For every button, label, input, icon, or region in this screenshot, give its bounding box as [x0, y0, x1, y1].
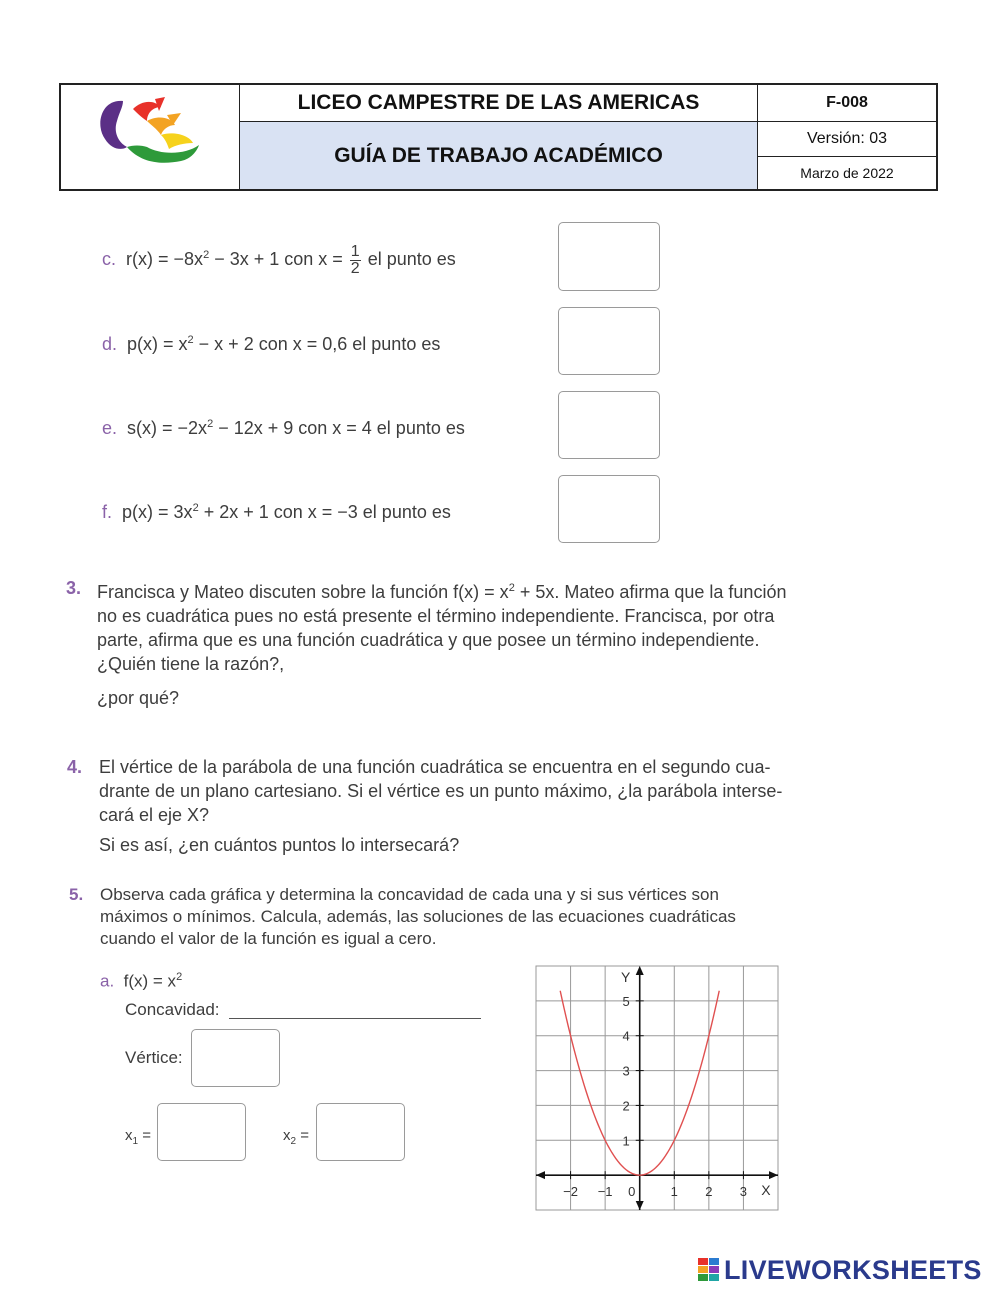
equals-sign: = [300, 1127, 309, 1144]
y-tick-label: 2 [622, 1098, 630, 1114]
variable: x [283, 1127, 291, 1144]
question-line: no es cuadrática pues no está presente el término independiente. Francisca, por otra [97, 606, 775, 626]
item-text: − 3x + 1 con x = [209, 249, 348, 269]
guide-title: GUÍA DE TRABAJO ACADÉMICO [240, 122, 758, 189]
document-version: Versión: 03 [758, 122, 936, 157]
x-tick-label: 2 [705, 1184, 713, 1200]
fraction [350, 244, 361, 277]
x1-label [125, 1124, 151, 1154]
x-tick-label: 0 [628, 1184, 636, 1200]
item-letter: a. [100, 971, 115, 991]
x-tick-label: 3 [739, 1184, 748, 1200]
question-number: 3. [66, 578, 82, 598]
chart-grid [536, 966, 778, 1210]
school-name: LICEO CAMPESTRE DE LAS AMERICAS [240, 85, 758, 122]
question-line: cará el eje X? [99, 805, 210, 825]
y-tick-label: 1 [622, 1133, 630, 1149]
item-text: + 2x + 1 con x = −3 el punto es [198, 502, 451, 522]
item-letter: c. [102, 249, 117, 269]
x-tick-label: 1 [670, 1184, 678, 1200]
item-text: r(x) = −8x [126, 249, 204, 269]
x-tick-label: −1 [597, 1184, 613, 1200]
document-date: Marzo de 2022 [800, 165, 894, 181]
exponent: 2 [207, 418, 214, 430]
document-code: F-008 [758, 85, 936, 122]
subscript: 2 [290, 1136, 297, 1147]
question-line: Observa cada gráfica y determina la concavidad de cada una y si sus vértices son [100, 885, 719, 904]
fraction-numerator: 1 [350, 242, 360, 260]
item-d [102, 328, 440, 356]
question-line: Si es así, ¿en cuántos puntos lo intersecará? [99, 835, 460, 855]
item-text: − x + 2 con x = 0,6 el punto es [193, 334, 441, 354]
fraction-denominator: 2 [350, 259, 360, 277]
x1-input[interactable] [157, 1103, 246, 1161]
question-3 [66, 576, 787, 710]
question-text: + 5x. Mateo afirma que la función [514, 582, 787, 602]
item-text: el punto es [362, 249, 456, 269]
item-letter: d. [102, 334, 118, 354]
question-line: El vértice de la parábola de una función cuadrática se encuentra en el segundo cua- [99, 757, 771, 777]
answer-box-f[interactable] [558, 475, 660, 543]
item-e [102, 412, 465, 440]
x-tick-label: −2 [563, 1184, 578, 1200]
question-line: parte, afirma que es una función cuadrática y que posee un término independiente. [97, 630, 760, 650]
x-axis-label: X [761, 1182, 771, 1199]
vertex-label: Vértice: [125, 1048, 183, 1067]
answer-box-d[interactable] [558, 307, 660, 375]
equals-sign: = [142, 1127, 151, 1144]
question-number: 4. [67, 757, 83, 777]
question-line: ¿Quién tiene la razón?, [97, 654, 285, 674]
chart-frame [536, 966, 778, 1210]
item-letter: e. [102, 418, 118, 438]
y-axis-label: Y [621, 969, 631, 985]
school-logo-cell [61, 85, 240, 189]
x2-label [283, 1124, 309, 1154]
exponent: 2 [203, 249, 210, 261]
question-number: 5. [69, 885, 84, 904]
chart-ticks [563, 969, 771, 1199]
question-text: Francisca y Mateo discuten sobre la función f(x) = x [97, 582, 509, 602]
item-text: − 12x + 9 con x = 4 el punto es [213, 418, 465, 438]
item-text: s(x) = −2x [127, 418, 208, 438]
variable: x [125, 1127, 133, 1144]
exponent: 2 [187, 334, 194, 346]
question-line: máximos o mínimos. Calcula, además, las soluciones de las ecuaciones cuadráticas [100, 907, 736, 926]
exponent: 2 [508, 582, 515, 594]
chart-axes [536, 966, 778, 1210]
answer-box-c[interactable] [558, 222, 660, 291]
exponent: 2 [192, 502, 199, 514]
item-text: p(x) = 3x [122, 502, 193, 522]
y-tick-label: 3 [622, 1063, 630, 1079]
question-line: cuando el valor de la función es igual a cero. [100, 929, 437, 948]
item-letter: f. [102, 502, 113, 522]
y-axis-arrow-down-icon [636, 1201, 644, 1210]
question-4 [67, 755, 783, 857]
item-5a-function [100, 965, 182, 994]
liveworksheets-brand: LIVEWORKSHEETS [724, 1255, 982, 1285]
item-c [102, 243, 456, 277]
subscript: 1 [132, 1136, 139, 1147]
x-axis-arrow-right-icon [769, 1171, 778, 1179]
question-line [97, 576, 786, 604]
question-5 [69, 884, 736, 950]
question-line: ¿por qué? [97, 688, 180, 708]
function-text: f(x) = x [123, 971, 177, 991]
concavity-input[interactable] [229, 997, 481, 1019]
y-axis-arrow-up-icon [636, 966, 644, 975]
vertex-input[interactable] [191, 1029, 280, 1087]
item-text: p(x) = x [127, 334, 188, 354]
y-tick-label: 5 [622, 993, 630, 1009]
question-line: drante de un plano cartesiano. Si el vértice es un punto máximo, ¿la parábola interse- [99, 781, 783, 801]
document-header [59, 83, 938, 191]
x2-input[interactable] [316, 1103, 405, 1161]
y-tick-label: 4 [622, 1028, 630, 1044]
liveworksheets-logo-icon [698, 1258, 720, 1282]
answer-box-e[interactable] [558, 391, 660, 459]
x-axis-arrow-left-icon [536, 1171, 545, 1179]
exponent: 2 [176, 971, 183, 983]
parabola-chart [534, 964, 780, 1212]
concavity-label: Concavidad: [125, 1000, 220, 1019]
school-logo-icon [61, 85, 239, 189]
item-f [102, 496, 451, 524]
